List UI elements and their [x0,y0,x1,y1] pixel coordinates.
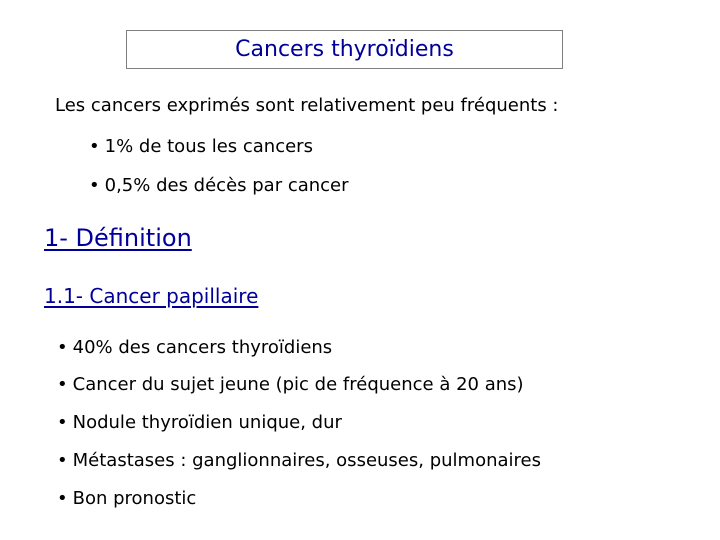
bullet-icon: • [89,136,100,157]
bullet-icon: • [57,412,68,433]
stat-text-1: 1% de tous les cancers [104,136,313,157]
point-item-5 [57,490,196,508]
stat-item-2 [89,177,349,195]
stat-text-2: 0,5% des décès par cancer [104,175,349,196]
bullet-icon: • [57,450,68,471]
point-item-4 [57,452,541,470]
point-item-2 [57,376,524,394]
point-text-1: 40% des cancers thyroïdiens [72,337,333,358]
stat-item-1 [89,138,313,156]
point-item-1 [57,339,332,357]
point-text-4: Métastases : ganglionnaires, osseuses, pulmonaires [72,450,541,471]
bullet-icon: • [57,374,68,395]
bullet-icon: • [89,175,100,196]
title-box [126,30,563,69]
intro-text: Les cancers exprimés sont relativement peu fréquents : [55,95,559,116]
slide-title: Cancers thyroïdiens [235,36,454,62]
subsection-heading: 1.1- Cancer papillaire [44,284,259,308]
point-text-5: Bon pronostic [72,488,197,509]
bullet-icon: • [57,488,68,509]
point-text-3: Nodule thyroïdien unique, dur [72,412,342,433]
bullet-icon: • [57,337,68,358]
section-heading: 1- Définition [44,224,192,252]
point-text-2: Cancer du sujet jeune (pic de fréquence à 20 ans) [72,374,524,395]
point-item-3 [57,414,342,432]
